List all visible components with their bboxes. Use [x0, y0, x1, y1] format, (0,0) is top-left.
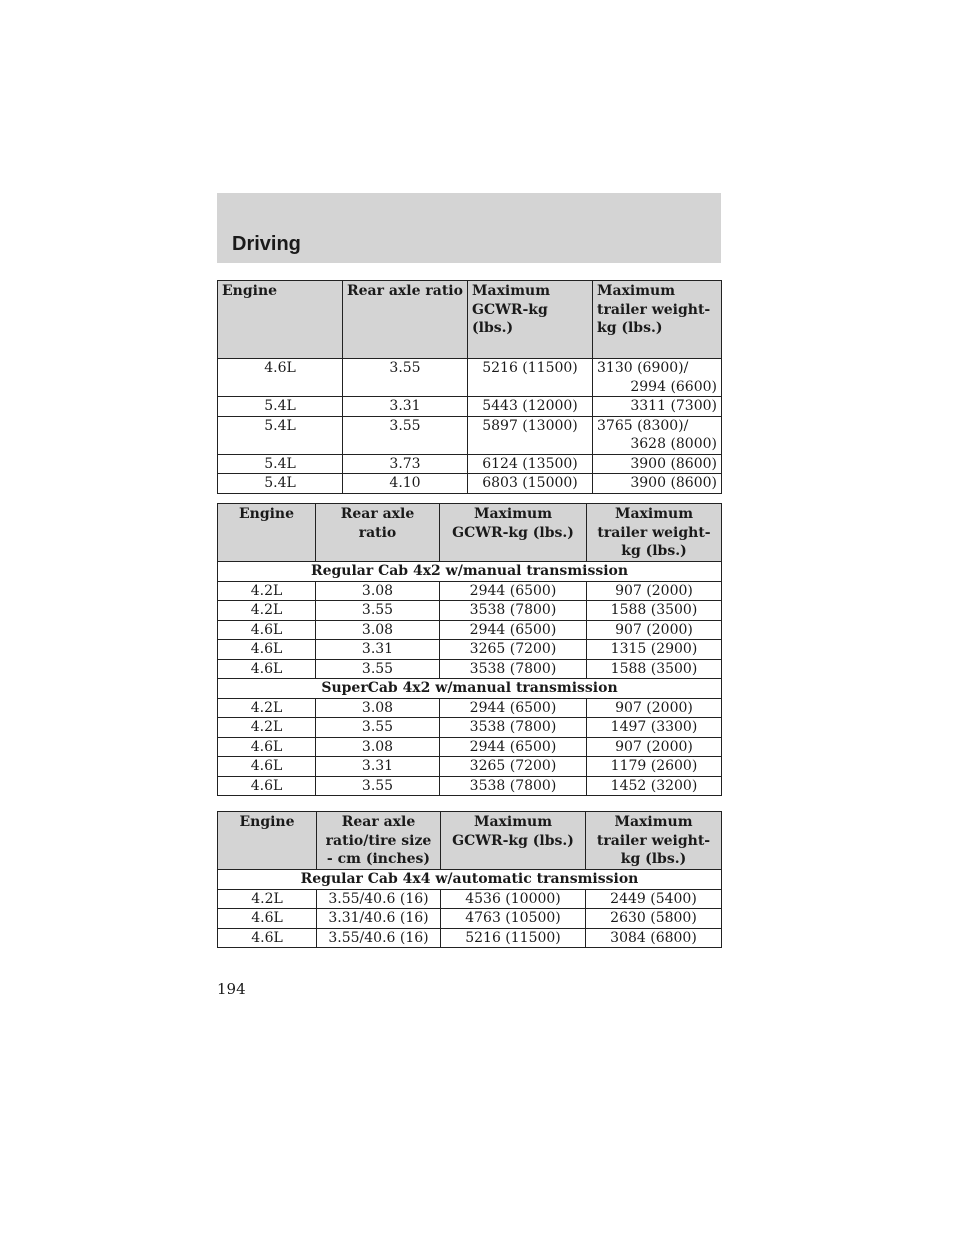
gcwr-cell: 3265 (7200) [440, 757, 587, 777]
header-engine: Engine [218, 504, 316, 562]
trailer-weight-cell: 2449 (5400) [586, 889, 722, 909]
header-rear-axle-ratio: Rear axle ratio [316, 504, 440, 562]
gcwr-cell: 6124 (13500) [468, 454, 593, 474]
table-header-row [218, 812, 722, 870]
header-engine: Engine [218, 281, 343, 359]
axle-ratio-cell: 3.55/40.6 (16) [317, 928, 441, 948]
engine-cell: 4.6L [218, 659, 316, 679]
gcwr-cell: 3538 (7800) [440, 601, 587, 621]
engine-cell: 4.6L [218, 909, 317, 929]
towing-table-1 [217, 280, 722, 494]
engine-cell: 4.6L [218, 776, 316, 796]
axle-ratio-cell: 4.10 [343, 474, 468, 494]
section-label: Regular Cab 4x4 w/automatic transmission [218, 870, 722, 890]
table-header-row [218, 504, 722, 562]
trailer-weight-line-1: 3130 (6900)/ [597, 360, 689, 376]
section-row [218, 679, 722, 699]
axle-ratio-cell: 3.08 [316, 620, 440, 640]
trailer-weight-cell: 1588 (3500) [587, 659, 722, 679]
axle-ratio-cell: 3.55 [316, 659, 440, 679]
gcwr-cell: 5443 (12000) [468, 397, 593, 417]
table-row [218, 454, 722, 474]
engine-cell: 4.2L [218, 601, 316, 621]
gcwr-cell: 2944 (6500) [440, 581, 587, 601]
trailer-weight-cell: 1497 (3300) [587, 718, 722, 738]
table-row [218, 928, 722, 948]
trailer-weight-cell [593, 416, 722, 454]
trailer-weight-line-2: 2994 (6600) [630, 378, 717, 395]
trailer-weight-line-1: 3765 (8300)/ [597, 417, 689, 434]
table-row [218, 601, 722, 621]
trailer-weight-cell: 907 (2000) [587, 698, 722, 718]
trailer-weight-cell: 1179 (2600) [587, 757, 722, 777]
engine-cell: 5.4L [218, 454, 343, 474]
gcwr-cell: 4763 (10500) [441, 909, 586, 929]
section-title: Driving [232, 233, 301, 255]
engine-cell: 4.6L [218, 737, 316, 757]
gcwr-cell: 2944 (6500) [440, 620, 587, 640]
trailer-weight-cell: 907 (2000) [587, 737, 722, 757]
engine-cell: 4.6L [218, 757, 316, 777]
axle-ratio-cell: 3.55/40.6 (16) [317, 889, 441, 909]
axle-ratio-cell: 3.55 [343, 359, 468, 397]
engine-cell: 4.2L [218, 581, 316, 601]
axle-ratio-cell: 3.08 [316, 698, 440, 718]
header-max-gcwr: Maximum GCWR-kg (lbs.) [440, 504, 587, 562]
engine-cell: 5.4L [218, 474, 343, 494]
trailer-weight-cell [593, 359, 722, 397]
trailer-weight-cell: 3900 (8600) [593, 454, 722, 474]
gcwr-cell: 6803 (15000) [468, 474, 593, 494]
towing-table-3 [217, 811, 722, 948]
header-max-trailer-weight: Maximum trailer weight-kg (lbs.) [586, 812, 722, 870]
header-max-gcwr: Maximum GCWR-kg (lbs.) [468, 281, 593, 359]
trailer-weight-cell: 907 (2000) [587, 620, 722, 640]
table-row [218, 776, 722, 796]
axle-ratio-cell: 3.31/40.6 (16) [317, 909, 441, 929]
gcwr-cell: 4536 (10000) [441, 889, 586, 909]
header-max-trailer-weight: Maximum trailer weight-kg (lbs.) [587, 504, 722, 562]
axle-ratio-cell: 3.55 [343, 416, 468, 454]
trailer-weight-line-2: 3628 (8000) [630, 436, 717, 452]
axle-ratio-cell: 3.73 [343, 454, 468, 474]
gcwr-cell: 2944 (6500) [440, 698, 587, 718]
axle-ratio-cell: 3.55 [316, 601, 440, 621]
table-row [218, 474, 722, 494]
trailer-weight-cell: 907 (2000) [587, 581, 722, 601]
table-row [218, 889, 722, 909]
table-row [218, 659, 722, 679]
header-max-gcwr: Maximum GCWR-kg (lbs.) [441, 812, 586, 870]
gcwr-cell: 2944 (6500) [440, 737, 587, 757]
axle-ratio-cell: 3.31 [343, 397, 468, 417]
table-row [218, 581, 722, 601]
axle-ratio-cell: 3.55 [316, 718, 440, 738]
engine-cell: 4.6L [218, 640, 316, 660]
table-row [218, 737, 722, 757]
engine-cell: 4.2L [218, 889, 317, 909]
gcwr-cell: 3538 (7800) [440, 776, 587, 796]
trailer-weight-cell: 3900 (8600) [593, 474, 722, 494]
section-row [218, 870, 722, 890]
engine-cell: 4.2L [218, 698, 316, 718]
engine-cell: 4.6L [218, 928, 317, 948]
engine-cell: 5.4L [218, 416, 343, 454]
table-header-row [218, 281, 722, 359]
section-header [217, 193, 721, 263]
header-engine: Engine [218, 812, 317, 870]
axle-ratio-cell: 3.31 [316, 640, 440, 660]
table-row [218, 416, 722, 454]
table-row [218, 359, 722, 397]
section-row [218, 562, 722, 582]
trailer-weight-cell: 1452 (3200) [587, 776, 722, 796]
axle-ratio-cell: 3.31 [316, 757, 440, 777]
axle-ratio-cell: 3.08 [316, 737, 440, 757]
table-row [218, 909, 722, 929]
section-label: SuperCab 4x2 w/manual transmission [218, 679, 722, 699]
engine-cell: 4.2L [218, 718, 316, 738]
header-rear-axle-ratio: Rear axle ratio [343, 281, 468, 359]
axle-ratio-cell: 3.08 [316, 581, 440, 601]
header-rear-axle-ratio-tire-size: Rear axle ratio/tire size - cm (inches) [317, 812, 441, 870]
axle-ratio-cell: 3.55 [316, 776, 440, 796]
engine-cell: 5.4L [218, 397, 343, 417]
gcwr-cell: 3265 (7200) [440, 640, 587, 660]
table-row [218, 718, 722, 738]
gcwr-cell: 5216 (11500) [441, 928, 586, 948]
table-row [218, 640, 722, 660]
page-number: 194 [217, 980, 246, 998]
header-max-trailer-weight: Maximum trailer weight-kg (lbs.) [593, 281, 722, 359]
towing-table-2 [217, 503, 722, 796]
trailer-weight-cell: 1315 (2900) [587, 640, 722, 660]
trailer-weight-cell: 1588 (3500) [587, 601, 722, 621]
gcwr-cell: 5897 (13000) [468, 416, 593, 454]
trailer-weight-cell: 2630 (5800) [586, 909, 722, 929]
gcwr-cell: 3538 (7800) [440, 659, 587, 679]
section-label: Regular Cab 4x2 w/manual transmission [218, 562, 722, 582]
table-row [218, 757, 722, 777]
engine-cell: 4.6L [218, 620, 316, 640]
table-row [218, 698, 722, 718]
trailer-weight-cell: 3311 (7300) [593, 397, 722, 417]
table-row [218, 397, 722, 417]
engine-cell: 4.6L [218, 359, 343, 397]
gcwr-cell: 3538 (7800) [440, 718, 587, 738]
gcwr-cell: 5216 (11500) [468, 359, 593, 397]
table-row [218, 620, 722, 640]
trailer-weight-cell: 3084 (6800) [586, 928, 722, 948]
